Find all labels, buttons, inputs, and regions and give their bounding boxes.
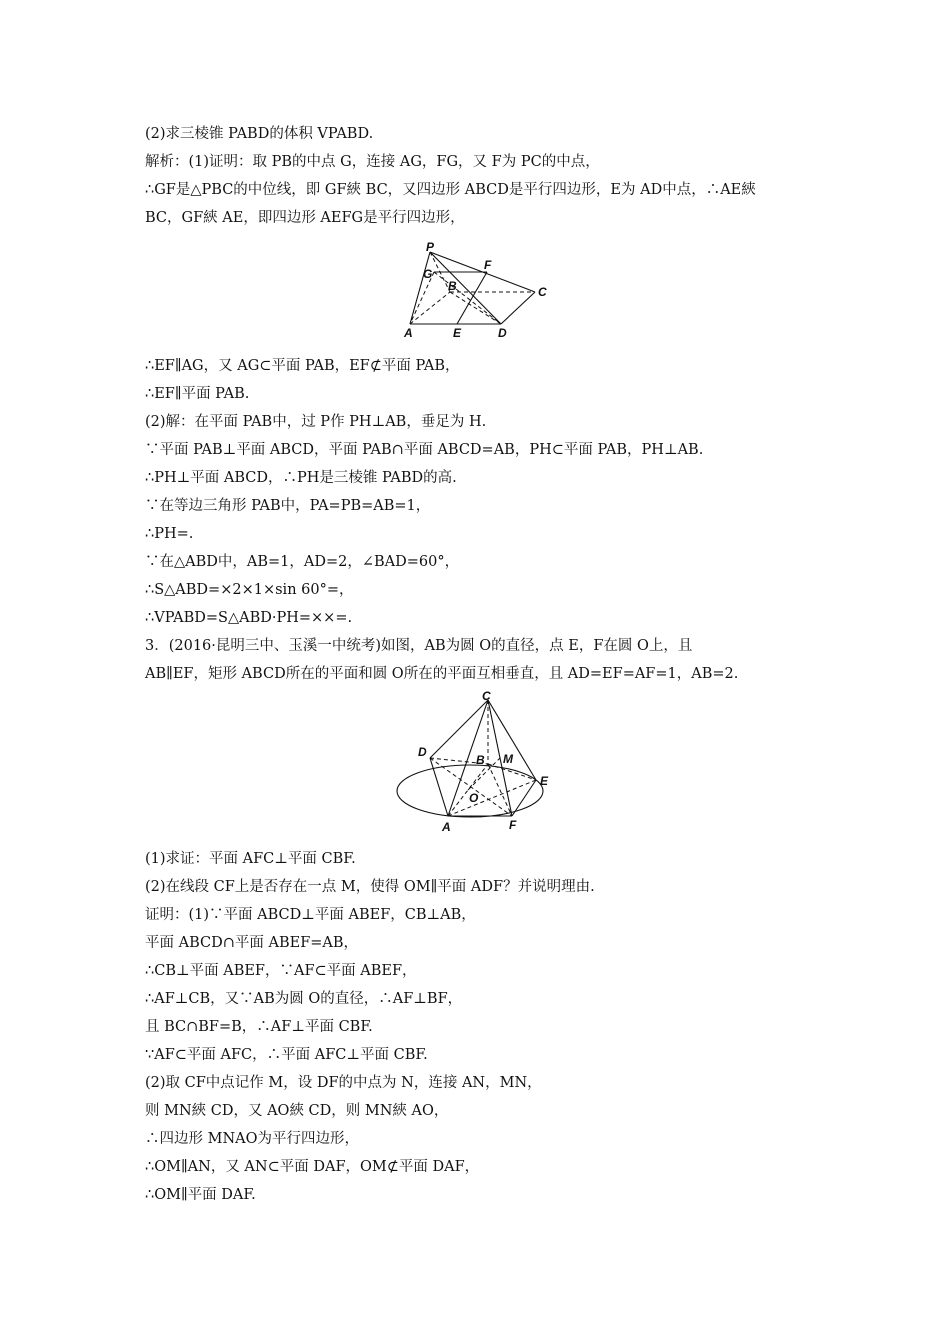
label-B: B: [476, 753, 485, 767]
text-line: ∴EF∥AG，又 AG⊂平面 PAB，EF⊄平面 PAB，: [145, 358, 460, 374]
text-line: ∴OM∥AN，又 AN⊂平面 DAF，OM⊄平面 DAF，: [145, 1159, 480, 1175]
text-line: BC，GF綊 AE，即四边形 AEFG是平行四边形，: [145, 210, 465, 226]
text-line: 解析：(1)证明：取 PB的中点 G，连接 AG，FG，又 F为 PC的中点，: [145, 154, 600, 170]
text-line: 证明：(1)∵平面 ABCD⊥平面 ABEF，CB⊥AB，: [145, 907, 476, 923]
label-E: E: [453, 326, 462, 340]
label-B: B: [448, 279, 457, 293]
text-line: ∴S△ABD=×2×1×sin 60°=，: [145, 582, 354, 598]
label-P: P: [426, 240, 435, 254]
label-F: F: [484, 258, 492, 272]
text-line: 则 MN綊 CD，又 AO綊 CD，则 MN綊 AO，: [145, 1103, 449, 1119]
label-A: A: [442, 820, 451, 834]
label-D: D: [498, 326, 507, 340]
text-line: ∵平面 PAB⊥平面 ABCD，平面 PAB∩平面 ABCD=AB，PH⊂平面 PAB，PH⊥AB.: [145, 442, 704, 458]
text-line: ∴EF∥平面 PAB.: [145, 386, 250, 402]
label-G: G: [423, 267, 433, 281]
text-line: ∵在△ABD中，AB=1，AD=2，∠BAD=60°，: [145, 554, 460, 570]
text-line: ∴GF是△PBC的中位线，即 GF綊 BC，又四边形 ABCD是平行四边形，E为 AD中点，∴AE綊: [145, 182, 756, 198]
text-line: ∴VPABD=S△ABD·PH=××=.: [145, 610, 353, 626]
text-line: 3．(2016·昆明三中、玉溪一中统考)如图，AB为圆 O的直径，点 E，F在圆 O上，且: [145, 638, 693, 654]
text-line: ∵AF⊂平面 AFC，∴平面 AFC⊥平面 CBF.: [145, 1047, 428, 1063]
text-line: ∴四边形 MNAO为平行四边形，: [145, 1131, 360, 1147]
text-line: (1)求证：平面 AFC⊥平面 CBF.: [145, 851, 356, 867]
label-C: C: [482, 690, 491, 703]
label-C: C: [538, 285, 547, 299]
text-line: ∴PH⊥平面 ABCD，∴PH是三棱锥 PABD的高.: [145, 470, 457, 486]
text-line: ∵在等边三角形 PAB中，PA=PB=AB=1，: [145, 498, 431, 514]
text-line: (2)解：在平面 PAB中，过 P作 PH⊥AB，垂足为 H.: [145, 414, 487, 430]
circle-rectangle-figure: [392, 690, 562, 840]
label-F: F: [509, 818, 517, 832]
pyramid-figure: [395, 240, 560, 340]
text-line: ∴CB⊥平面 ABEF，∵AF⊂平面 ABEF，: [145, 963, 417, 979]
text-line: ∴PH=.: [145, 526, 194, 542]
text-line: ∴AF⊥CB，又∵AB为圆 O的直径，∴AF⊥BF，: [145, 991, 463, 1007]
text-line: ∴OM∥平面 DAF.: [145, 1187, 256, 1203]
label-O: O: [469, 791, 479, 805]
label-E: E: [540, 774, 549, 788]
text-line: (2)取 CF中点记作 M，设 DF的中点为 N，连接 AN，MN，: [145, 1075, 542, 1091]
label-A: A: [404, 326, 413, 340]
text-line: 平面 ABCD∩平面 ABEF=AB，: [145, 935, 359, 951]
label-M: M: [503, 752, 513, 766]
text-line: AB∥EF，矩形 ABCD所在的平面和圆 O所在的平面互相垂直，且 AD=EF=AF=1，AB=2.: [145, 666, 739, 682]
text-line: (2)求三棱锥 PABD的体积 VPABD.: [145, 126, 374, 142]
text-line: 且 BC∩BF=B，∴AF⊥平面 CBF.: [145, 1019, 373, 1035]
label-D: D: [418, 745, 427, 759]
text-line: (2)在线段 CF上是否存在一点 M，使得 OM∥平面 ADF？并说明理由.: [145, 879, 595, 895]
